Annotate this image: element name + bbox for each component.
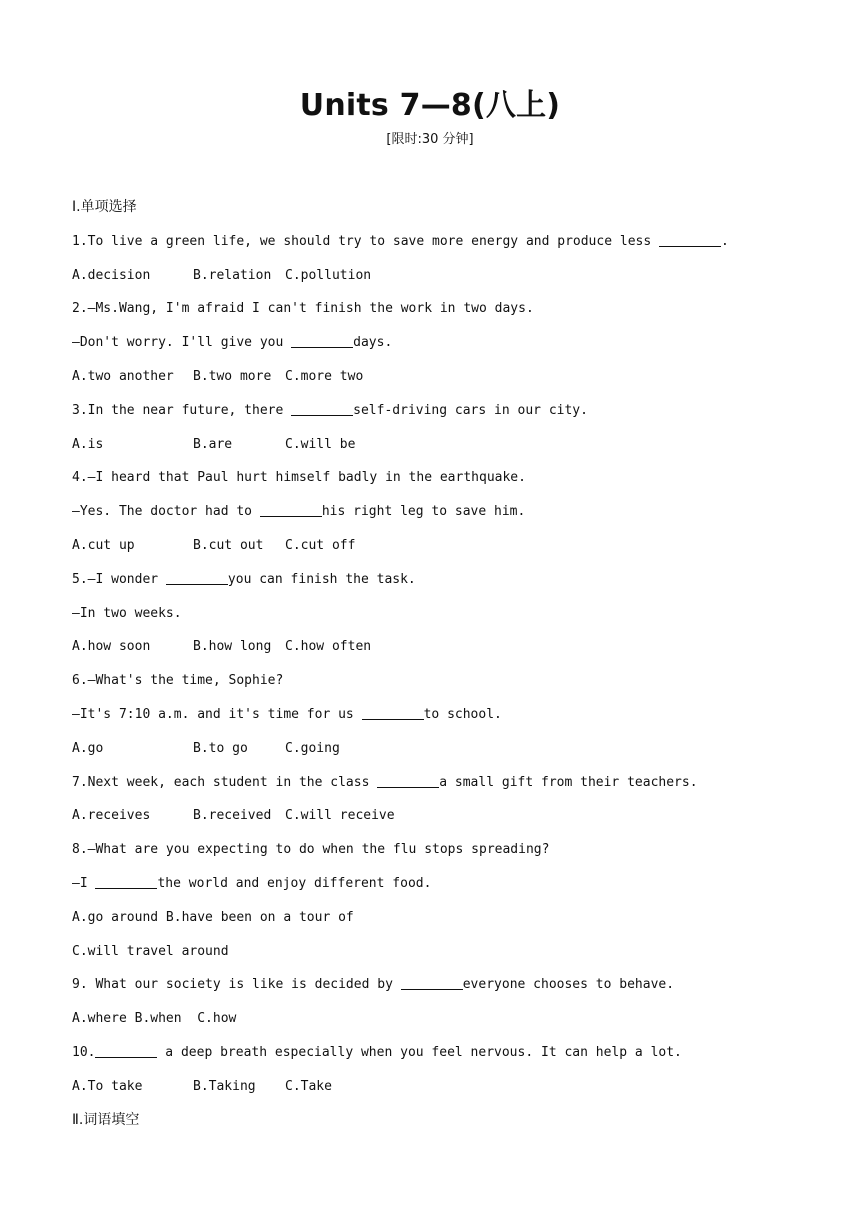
question-8-option-c: C.will travel around (72, 943, 229, 959)
question-2 (72, 331, 832, 365)
question-6 (72, 703, 832, 737)
answer-blank (291, 333, 353, 348)
question-10-options (72, 1075, 832, 1109)
question-text: 5.—I wonder (72, 571, 166, 587)
question-7-options (72, 804, 832, 838)
question-text-end: a small gift from their teachers. (439, 774, 698, 790)
option-b: B.to go (193, 740, 248, 756)
question-text: 9. What our society is like is decided by (72, 977, 401, 993)
answer-blank (659, 232, 721, 247)
option-a: A.receives (72, 808, 151, 824)
question-text-end: everyone chooses to behave. (462, 977, 675, 993)
question-text-end: self-driving cars in our city. (353, 402, 588, 418)
section-heading-fill-in: Ⅱ.词语填空 (72, 1111, 140, 1128)
section-heading-multiple-choice: Ⅰ.单项选择 (72, 199, 137, 215)
option-c: C.pollution (285, 267, 372, 283)
question-text-end: days. (353, 335, 393, 351)
question-8-prompt: 8.—What are you expecting to do when the flu stops spreading? (72, 842, 550, 858)
question-4-options (72, 534, 832, 568)
option-b: B.how long (193, 639, 272, 655)
question-8 (72, 872, 832, 906)
answer-blank (401, 975, 463, 990)
question-2-options (72, 365, 832, 399)
answer-blank (377, 773, 439, 788)
question-text-end: . (721, 233, 729, 249)
option-b: B.two more (193, 368, 272, 384)
question-text-end: to school. (423, 706, 502, 722)
option-c: C.will receive (285, 808, 395, 824)
time-limit: [限时:30 分钟] (386, 132, 474, 147)
question-text: —I (72, 875, 96, 891)
question-text-end: his right leg to save him. (321, 504, 526, 520)
question-6-prompt: 6.—What's the time, Sophie? (72, 673, 284, 689)
answer-blank (362, 705, 424, 720)
option-c: C.cut off (285, 537, 356, 553)
option-c: C.going (285, 740, 340, 756)
question-text: —Yes. The doctor had to (72, 504, 260, 520)
question-5 (72, 568, 832, 602)
option-a: A.decision (72, 267, 151, 283)
answer-blank (166, 570, 228, 585)
option-b: B.cut out (193, 537, 264, 553)
option-a: A.how soon (72, 639, 151, 655)
option-c: C.will be (285, 436, 356, 452)
option-c: C.more two (285, 368, 364, 384)
question-3 (72, 399, 832, 433)
question-text: —Don't worry. I'll give you (72, 335, 292, 351)
option-a: A.To take (72, 1078, 143, 1094)
question-text-end: a deep breath especially when you feel nervous. It can help a lot. (157, 1044, 682, 1060)
question-1 (72, 230, 832, 264)
answer-blank (260, 502, 322, 517)
answer-blank (291, 401, 353, 416)
question-5-options (72, 635, 832, 669)
option-b: B.relation (193, 267, 272, 283)
question-2-prompt: 2.—Ms.Wang, I'm afraid I can't finish the work in two days. (72, 301, 534, 317)
option-a: A.cut up (72, 537, 135, 553)
question-4 (72, 500, 832, 534)
question-5-reply: —In two weeks. (72, 605, 182, 621)
answer-blank (95, 874, 157, 889)
option-a: A.go (72, 740, 104, 756)
question-text: 10. (72, 1044, 96, 1060)
question-text-end: the world and enjoy different food. (157, 875, 432, 891)
option-b: B.are (193, 436, 233, 452)
answer-blank (95, 1043, 157, 1058)
question-text: 3.In the near future, there (72, 402, 292, 418)
question-8-options-ab: A.go around B.have been on a tour of (72, 909, 354, 925)
question-6-options (72, 737, 832, 771)
question-text: 1.To live a green life, we should try to save more energy and produce less (72, 233, 659, 249)
question-text: 7.Next week, each student in the class (72, 774, 378, 790)
question-text: —It's 7:10 a.m. and it's time for us (72, 706, 362, 722)
option-b: B.Taking (193, 1078, 256, 1094)
question-3-options (72, 433, 832, 467)
question-1-options (72, 264, 832, 298)
option-a: A.is (72, 436, 104, 452)
page-title: Units 7—8(八上) (299, 88, 561, 123)
question-9 (72, 973, 832, 1007)
question-text-end: you can finish the task. (227, 571, 416, 587)
question-10 (72, 1041, 832, 1075)
option-b: B.received (193, 808, 272, 824)
option-c: C.how often (285, 639, 372, 655)
option-c: C.Take (285, 1078, 332, 1094)
question-7 (72, 771, 832, 805)
option-a: A.two another (72, 368, 174, 384)
worksheet-content (72, 196, 832, 1142)
question-4-prompt: 4.—I heard that Paul hurt himself badly in the earthquake. (72, 470, 526, 486)
question-9-options: A.where B.when C.how (72, 1011, 237, 1027)
